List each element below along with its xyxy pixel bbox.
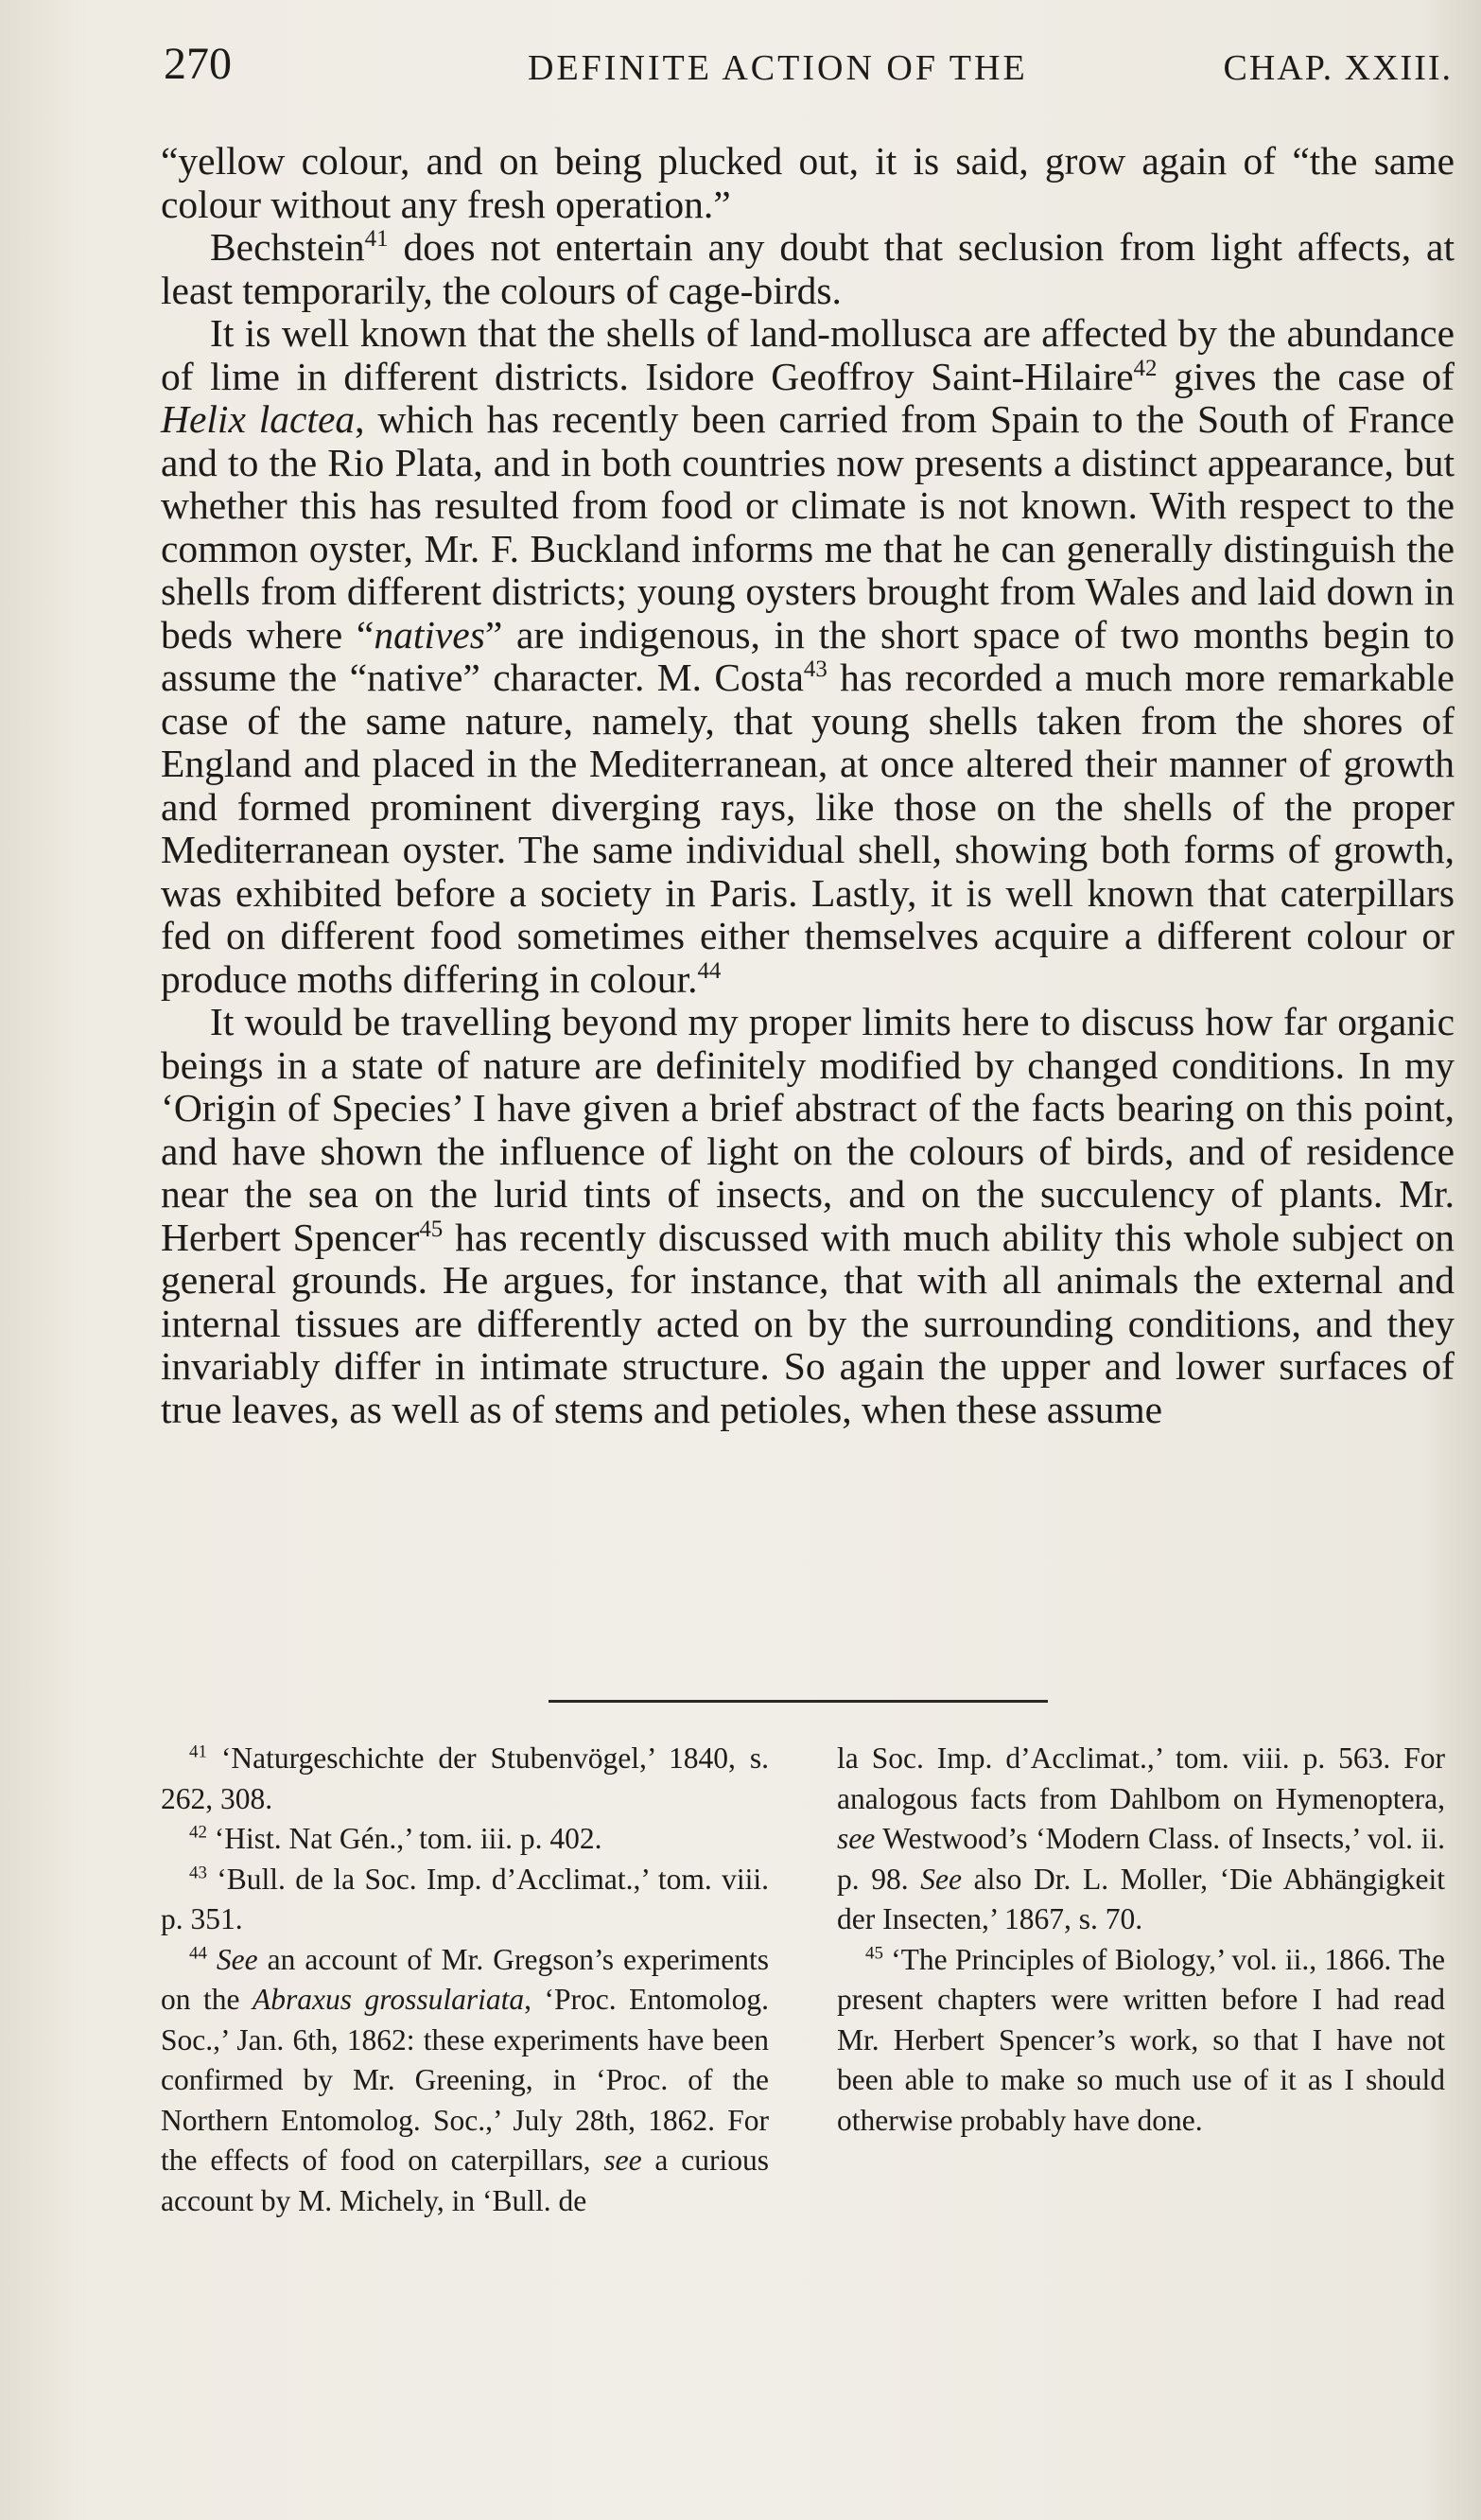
footnote-45: $^{45}$ ‘The Principles of Biology,’ vol. ii., 1866. The present chapters were written before I had read Mr. Herbert Spencer’s work, so that I have not been able to make so much use of it as I should otherwise probably have done.: [837, 1942, 1445, 2137]
footnote-42: $^{42}$ ‘Hist. Nat Gén.,’ tom. iii. p. 402.: [189, 1822, 602, 1855]
main-text: [161, 140, 1455, 1431]
running-title: DEFINITE ACTION OF THE: [528, 48, 1028, 88]
running-head: [161, 38, 1453, 104]
paragraph-quote-continuation: “yellow colour, and on being plucked out, it is said, grow again of “the same colour without any fresh operation.”: [161, 139, 1455, 226]
footnote-ref-44: 44: [697, 957, 722, 984]
footnote-divider: [549, 1700, 1048, 1703]
footnote-ref-43: 43: [803, 656, 828, 683]
footnote-44-continued: la Soc. Imp. d’Acclimat.,’ tom. viii. p. 563. For analogous facts from Dahlbom on Hymenoptera, see Westwood’s ‘Modern Class. of Insects,’ vol. ii. p. 98. See also Dr. L. Moller, ‘Die Abhängigkeit der Insecten,’ 1867, s. 70.: [837, 1741, 1445, 1935]
footnote-43: $^{43}$ ‘Bull. de la Soc. Imp. d’Acclimat.,’ tom. viii. p. 351.: [161, 1862, 769, 1935]
footnotes-left-column: [161, 1739, 769, 2221]
footnote-ref-45: 45: [419, 1216, 444, 1242]
footnote-ref-41: 41: [364, 226, 389, 253]
footnotes-right-column: [837, 1739, 1445, 2221]
paragraph-state-of-nature: It would be travelling beyond my proper limits here to discuss how far organic beings in a state of nature are definitely modified by changed conditions. In my ‘Origin of Species’ I have given a brief abstract of the facts bearing on this point, and have shown the influence of light on the colours of birds, and of residence near the sea on the lurid tints of insects, and on the succulency of plants. Mr. Herbert Spencer$^{45}$ has recently discussed with much ability this whole subject on general grounds. He argues, for instance, that with all animals the external and internal tissues are differently acted on by the surrounding conditions, and they invariably differ in intimate structure. So again the upper and lower surfaces of true leaves, as well as of stems and petioles, when these assume: [161, 1000, 1455, 1431]
footnote-ref-42: 42: [1133, 355, 1158, 381]
paragraph-land-mollusca: It is well known that the shells of land-mollusca are affected by the abundance of lime in different districts. Isidore Geoffroy Saint-Hilaire$^{42}$ gives the case of Helix lactea, which has recently been carried from Spain to the South of France and to the Rio Plata, and in both countries now presents a distinct appearance, but whether this has resulted from food or climate is not known. With respect to the common oyster, Mr. F. Buckland informs me that he can generally distinguish the shells from different districts; young oysters brought from Wales and laid down in beds where “natives” are indigenous, in the short space of two months begin to assume the “native” character. M. Costa$^{43}$ has recorded a much more remarkable case of the same nature, namely, that young shells taken from the shores of England and placed in the Mediterranean, at once altered their manner of growth and formed prominent diverging rays, like those on the shells of the proper Mediterranean oyster. The same individual shell, showing both forms of growth, was exhibited before a society in Paris. Lastly, it is well known that caterpillars fed on different food sometimes either themselves acquire a different colour or produce moths differing in colour.$^{44}$: [161, 311, 1455, 1001]
footnote-41: $^{41}$ ‘Naturgeschichte der Stubenvögel,’ 1840, s. 262, 308.: [161, 1741, 769, 1815]
chapter-label: CHAP. XXIII.: [1223, 48, 1453, 88]
paragraph-bechstein: Bechstein$^{41}$ does not entertain any doubt that seclusion from light affects, at least temporarily, the colours of cage-birds.: [161, 225, 1455, 312]
footnotes: [161, 1739, 1445, 2221]
page-number: 270: [164, 39, 232, 89]
species-name: Helix lactea: [161, 397, 356, 441]
emphasis-natives: natives: [374, 612, 485, 656]
footnote-44: $^{44}$ See an account of Mr. Gregson’s experiments on the Abraxus grossulariata, ‘Proc. Entomolog. Soc.,’ Jan. 6th, 1862: these experiments have been confirmed by Mr. Greening, in ‘Proc. of the Northern Entomolog. Soc.,’ July 28th, 1862. For the effects of food on caterpillars, see a curious account by M. Michely, in ‘Bull. de: [161, 1942, 770, 2217]
